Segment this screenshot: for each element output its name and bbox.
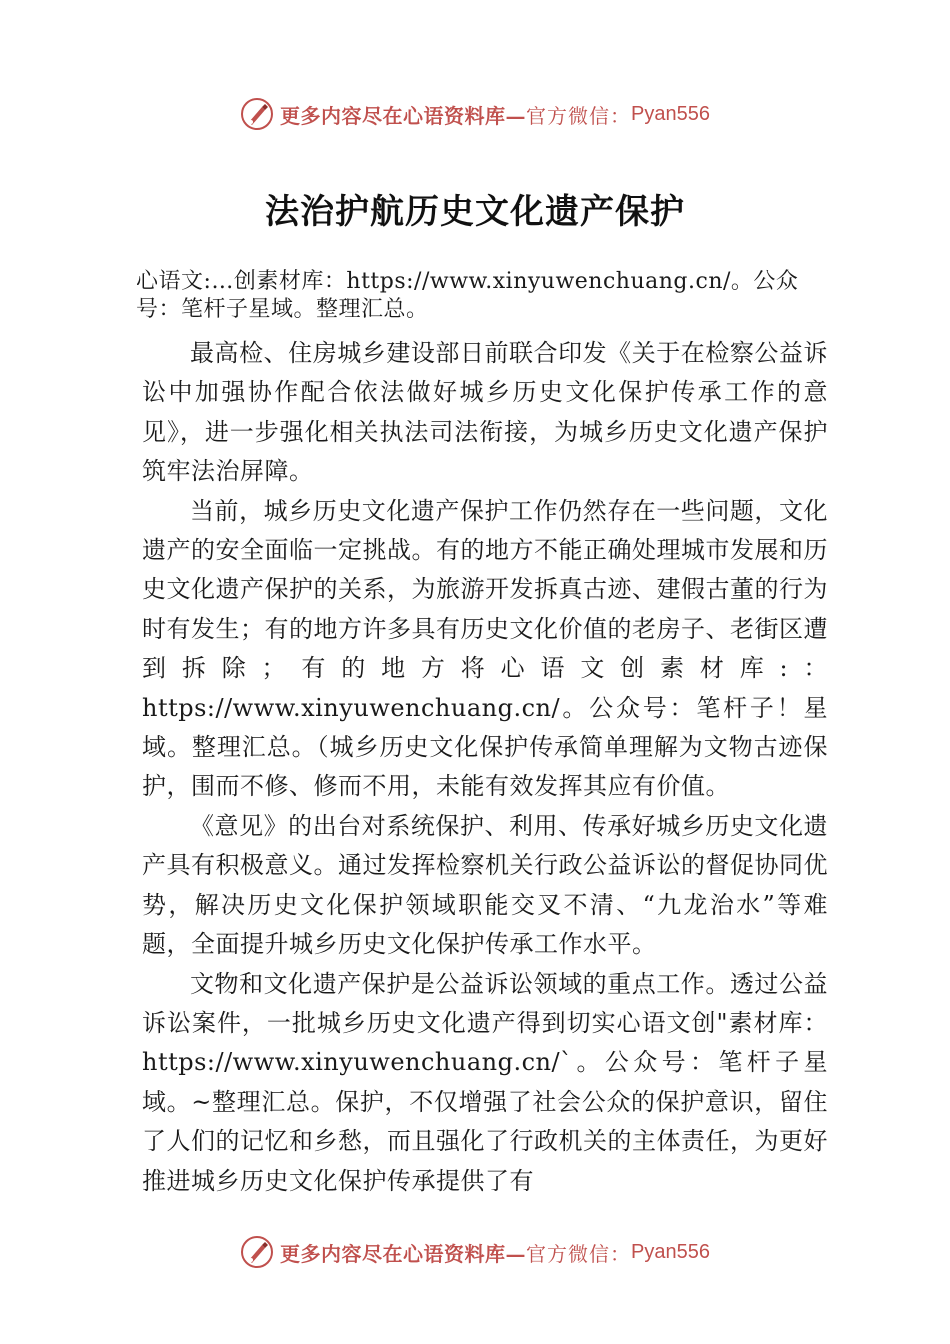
banner-wechat-id: Pyan556: [631, 102, 710, 125]
paragraph: 《意见》的出台对系统保护、利用、传承好城乡历史文化遗产具有积极意义。通过发挥检察机关行政公益诉讼的督促协同优势，解决历史文化保护领域职能交叉不清、“九龙治水”等难题，全面提升城乡历史文化保护传承工作水平。: [142, 811, 828, 959]
document-body: [136, 268, 828, 1201]
paragraph: 当前，城乡历史文化遗产保护工作仍然存在一些问题，文化遗产的安全面临一定挑战。有的地方不能正确处理城市发展和历史文化遗产保护的关系，为旅游开发拆真古迹、建假古董的行为时有发生；有的地方许多具有历史文化价值的老房子、老街区遭到拆除；有的地方将心语文创素材库:：https://www.xinyuwenchuang.cn/。公众号：笔杆子！星域。整理汇总。（城乡历史文化保护传承简单理解为文物古迹保护，围而不修、修而不用，未能有效发挥其应有价值。: [142, 496, 828, 801]
pen-logo-icon: [240, 1235, 274, 1269]
banner-wechat-label: 官方微信：: [526, 103, 632, 128]
banner-text: 更多内容尽在心语资料库—: [280, 103, 527, 128]
footer-watermark-banner: [0, 1232, 950, 1272]
banner-wechat-id: Pyan556: [631, 1240, 710, 1263]
paragraph: 最高检、住房城乡建设部日前联合印发《关于在检察公益诉讼中加强协作配合依法做好城乡历史文化保护传承工作的意见》，进一步强化相关执法司法衔接，为城乡历史文化遗产保护筑牢法治屏障。: [142, 339, 828, 486]
source-note: 心语文:…创素材库：https://www.xinyuwenchuang.cn/。公众号：笔杆子星域。整理汇总。: [136, 269, 799, 322]
banner-wechat-label: 官方微信：: [526, 1241, 632, 1266]
pen-logo-icon: [240, 97, 274, 131]
header-watermark-banner: [0, 94, 950, 134]
paragraph: 文物和文化遗产保护是公益诉讼领域的重点工作。透过公益诉讼案件，一批城乡历史文化遗产得到切实心语文创"素材库：https://www.xinyuwenchuang.cn/`。公众号：笔杆子星域。~整理汇总。保护，不仅增强了社会公众的保护意识，留住了人们的记忆和乡愁，而且强化了行政机关的主体责任，为更好推进城乡历史文化保护传承提供了有: [142, 969, 828, 1195]
document-title: 法治护航历史文化遗产保护: [265, 192, 685, 232]
banner-text: 更多内容尽在心语资料库—: [280, 1241, 527, 1266]
